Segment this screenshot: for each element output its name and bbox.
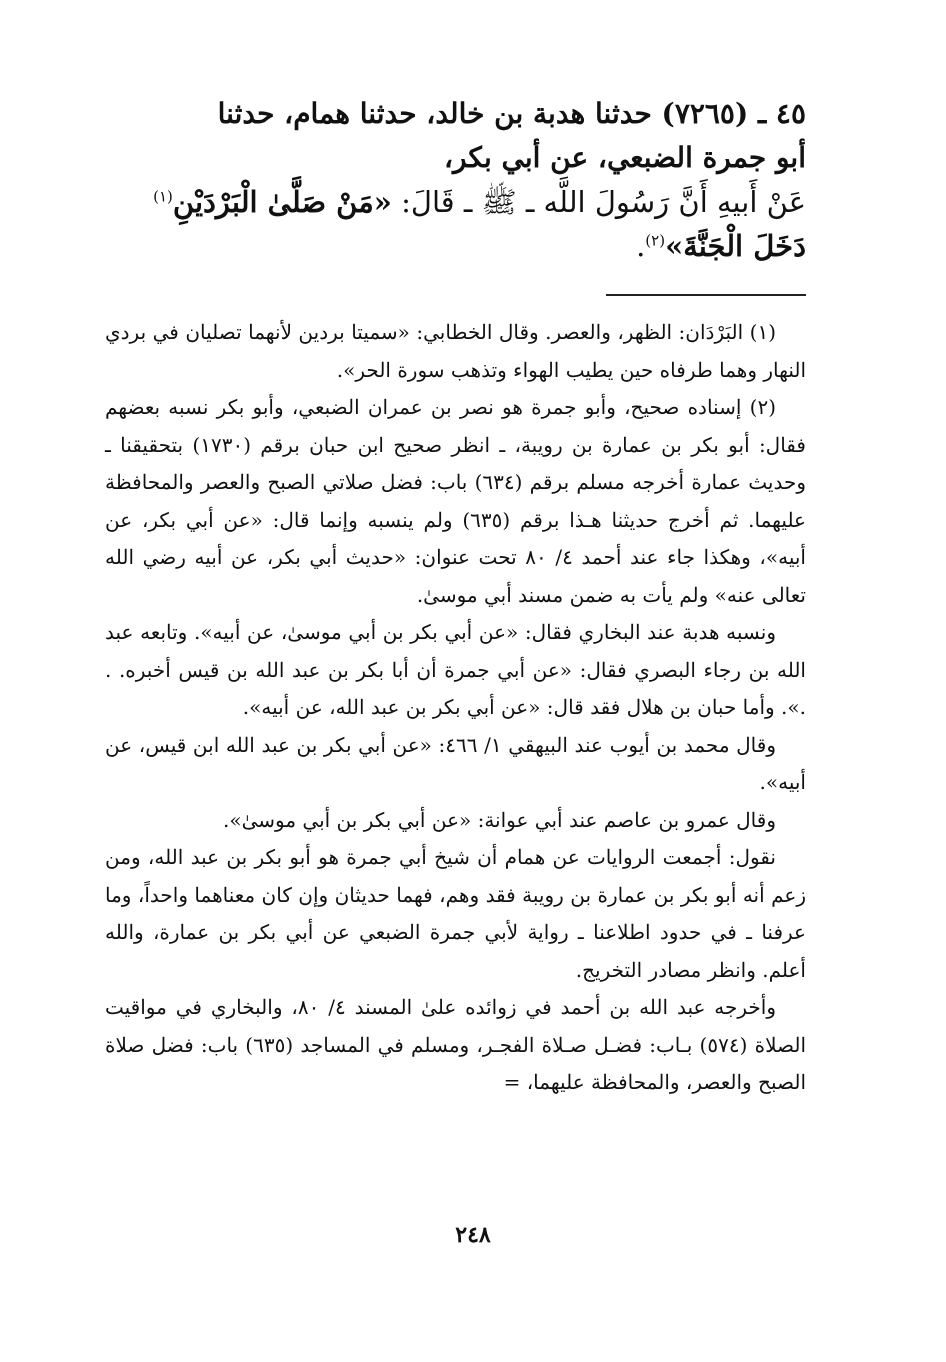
- footnote-divider: [606, 294, 806, 296]
- matn-quote-part-1: «مَنْ صَلَّىٰ الْبَرْدَيْنِ: [172, 185, 392, 219]
- matn-end-dot: .: [636, 229, 646, 263]
- footnote-2-paragraph-6: وأخرجه عبد الله بن أحمد في زوائده علىٰ المسند ٤/ ٨٠، والبخاري في مواقيت الصلاة (٥٧٤) بـاب: فضـل صـلاة الفجـر، ومسلم في المساجد (٦٣٥) باب: فضل صلاة الصبح والعصر، والمحافظة عليهما، =: [105, 995, 806, 1094]
- footnote-2-paragraph-2: ونسبه هدبة عند البخاري فقال: «عن أبي بكر بن أبي موسىٰ، عن أبيه». وتابعه عبد الله بن رجاء البصري فقال: «عن أبي جمرة أن أبا بكر بن عبد الله بن قيس أخبره. . .». وأما حبان بن هلال فقد قال: «عن أبي بكر بن عبد الله، عن أبيه».: [105, 620, 806, 719]
- footnote-marker-2: (٢): [645, 231, 666, 250]
- matn-intro: عَنْ أَبيهِ أَنَّ رَسُولَ اللَّه ـ ﷺ ـ قَالَ:: [401, 185, 806, 219]
- isnad-line-1: ٤٥ ـ (٧٢٦٥) حدثنا هدبة بن خالد، حدثنا همام، حدثنا: [217, 97, 806, 130]
- footnote-marker-1: (١): [153, 187, 173, 206]
- page-number: ٢٤٨: [455, 1222, 491, 1248]
- footnote-2-paragraph-4: وقال عمرو بن عاصم عند أبي عوانة: «عن أبي بكر بن أبي موسىٰ».: [222, 807, 776, 832]
- footnote-2: (٢) إسناده صحيح، وأبو جمرة هو نصر بن عمران الضبعي، وأبو بكر نسبه بعضهم فقال: أبو بكر بن عمارة بن رويبة، ـ انظر صحيح ابن حبان برقم (١٧٣٠) بتحقيقنا ـ وحديث عمارة أخرجه مسلم برقم (٦٣٤) باب: فضل صلاتي الصبح والعصر والمحافظة عليهما. ثم أخرج حديثنا هـذا برقم (٦٣٥) ولم ينسبه وإنما قال: «عن أبي بكر، عن أبيه»، وهكذا جاء عند أحمد ٤/ ٨٠ تحت عنوان: «حديث أبي بكر، عن أبيه رضي الله تعالى عنه» ولم يأت به ضمن مسند أبي موسىٰ.: [105, 395, 806, 607]
- footnote-1: (١) البَرْدَان: الظهر، والعصر. وقال الخطابي: «سميتا بردين لأنهما تصليان في بردي النهار وهما طرفاه حين يطيب الهواء وتذهب سورة الحر».: [105, 320, 806, 382]
- footnote-2-paragraph-3: وقال محمد بن أيوب عند البيهقي ١/ ٤٦٦: «عن أبي بكر بن عبد الله ابن قيس، عن أبيه».: [105, 732, 806, 794]
- footnotes-section: [105, 314, 806, 1102]
- matn-quote-part-2: دَخَلَ الْجَنَّةَ»: [665, 229, 806, 263]
- isnad-line-2: أبو جمرة الضبعي، عن أبي بكر،: [444, 141, 806, 174]
- hadith-matn: [105, 180, 806, 268]
- footnote-2-paragraph-5: نقول: أجمعت الروايات عن همام أن شيخ أبي جمرة هو أبو بكر بن عبد الله، ومن زعم أنه أبو بكر بن عمارة بن رويبة فقد وهم، فهما حديثان وإن كان معناهما واحداً، وما عرفنا ـ في حدود اطلاعنا ـ رواية لأبي جمرة الضبعي عن أبي بكر بن عمارة، والله أعلم. وانظر مصادر التخريج.: [105, 845, 806, 982]
- document-page: [105, 92, 806, 1362]
